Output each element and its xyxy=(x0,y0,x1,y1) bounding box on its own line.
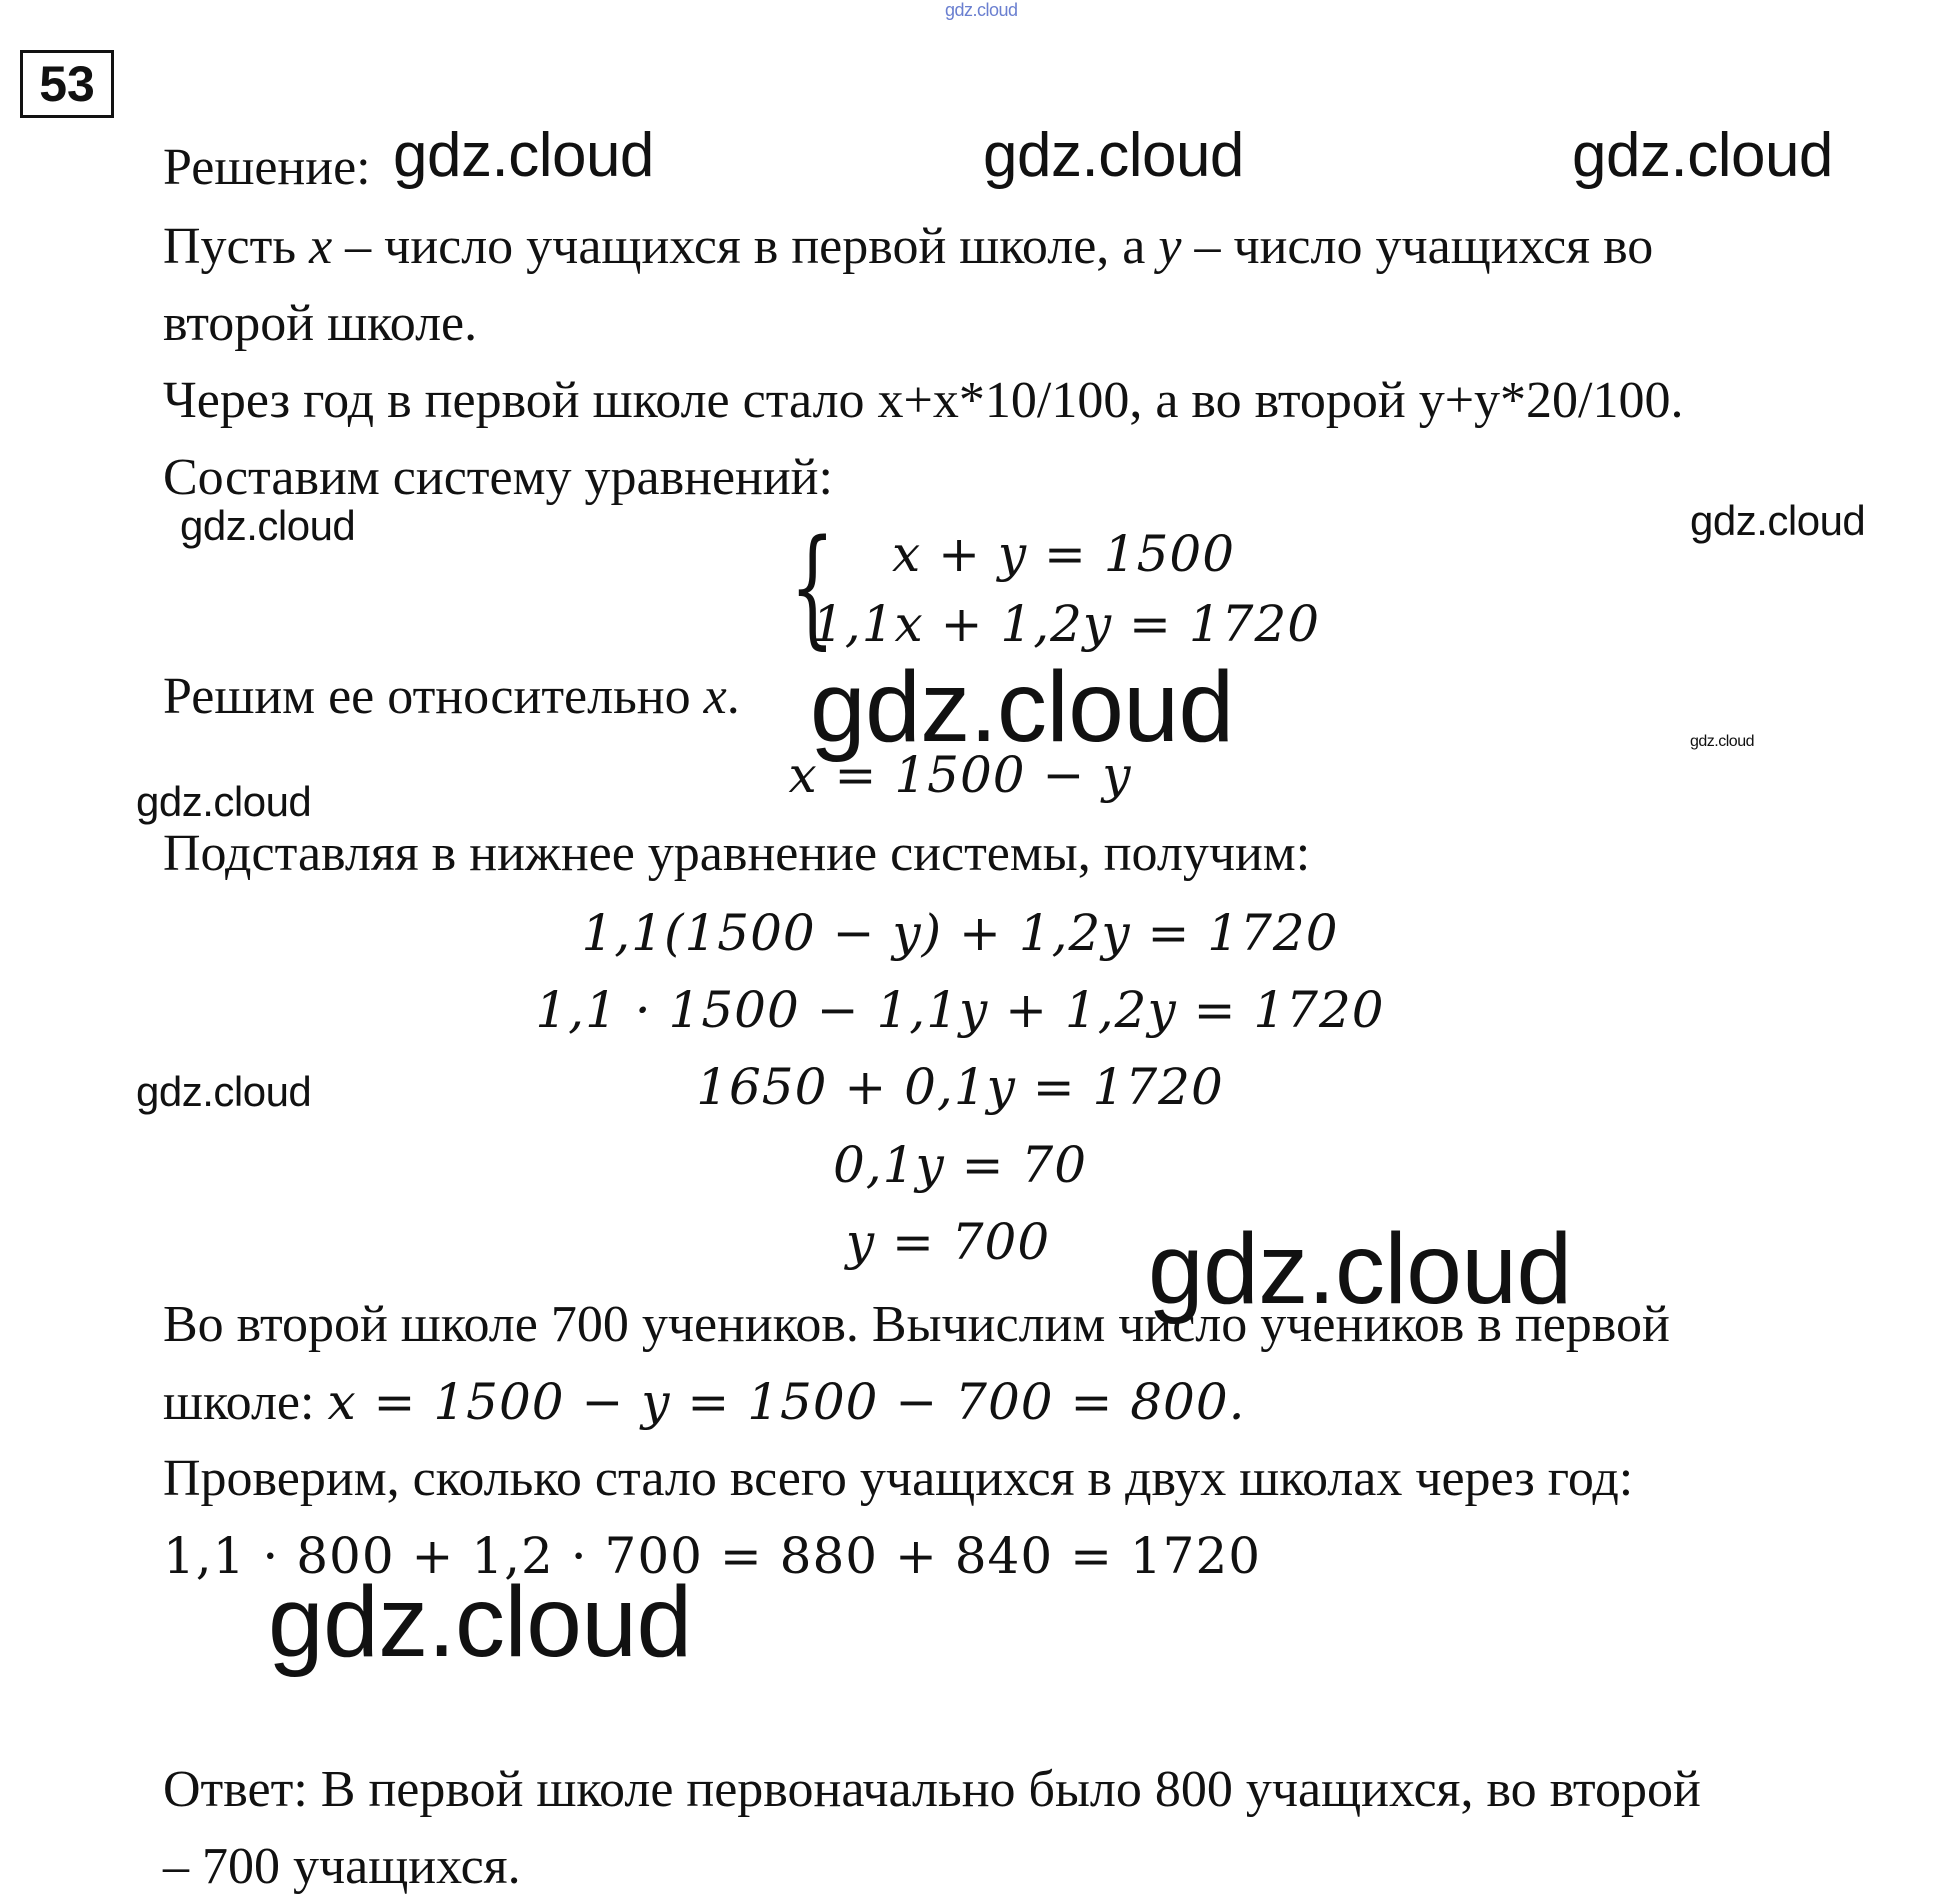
brace-icon: { xyxy=(790,513,835,662)
watermark: gdz.cloud xyxy=(268,1566,692,1678)
step-4: 0,1y = 70 xyxy=(832,1136,1088,1194)
var-x: x xyxy=(309,218,333,275)
var-y: y xyxy=(1158,218,1182,275)
watermark-top: gdz.cloud xyxy=(945,0,1018,20)
paragraph-variables-line2: второй школе. xyxy=(163,295,478,352)
var-x: x xyxy=(703,668,727,725)
watermark: gdz.cloud xyxy=(1690,497,1866,544)
answer-line-2: – 700 учащихся. xyxy=(163,1838,521,1895)
paragraph-system-intro: Составим систему уравнений: xyxy=(163,449,833,506)
step-3: 1650 + 0,1y = 1720 xyxy=(696,1058,1224,1116)
equation-x: x = 1500 − y xyxy=(788,746,1132,804)
paragraph-check: Проверим, сколько стало всего учащихся в двух школах через год: xyxy=(163,1450,1634,1507)
system-eq-1: x + y = 1500 xyxy=(892,525,1236,583)
text: школе: xyxy=(163,1374,328,1431)
paragraph-growth: Через год в первой школе стало x+x*10/100, а во второй y+y*20/100. xyxy=(163,372,1684,429)
text: – число учащихся в первой школе, а xyxy=(332,218,1159,275)
text: Решим ее относительно xyxy=(163,668,704,725)
equation-check: 1,1 · 800 + 1,2 · 700 = 880 + 840 = 1720 xyxy=(163,1527,1262,1585)
paragraph-first-school xyxy=(163,1372,1246,1433)
answer-line-1: Ответ: В первой школе первоначально было 800 учащихся, во второй xyxy=(163,1761,1701,1818)
paragraph-solve-for-x xyxy=(163,667,740,727)
paragraph-substitute: Подставляя в нижнее уравнение системы, получим: xyxy=(163,825,1311,882)
equation-system xyxy=(790,513,1330,662)
equation-first-school: x = 1500 − y = 1500 − 700 = 800. xyxy=(327,1373,1246,1431)
text: – число учащихся во xyxy=(1181,218,1654,275)
system-eq-2: 1,1x + 1,2y = 1720 xyxy=(812,595,1321,653)
watermark: gdz.cloud xyxy=(810,651,1234,763)
problem-number: 53 xyxy=(20,50,114,118)
text: . xyxy=(726,668,740,725)
watermark: gdz.cloud xyxy=(180,502,356,549)
watermark: gdz.cloud xyxy=(136,778,312,825)
watermark: gdz.cloud xyxy=(983,121,1244,190)
solution-label: Решение: xyxy=(163,139,371,196)
step-1: 1,1(1500 − y) + 1,2y = 1720 xyxy=(581,904,1339,962)
watermark: gdz.cloud xyxy=(1690,733,1754,750)
text: Пусть xyxy=(163,218,310,275)
step-2: 1,1 · 1500 − 1,1y + 1,2y = 1720 xyxy=(535,981,1385,1039)
watermark: gdz.cloud xyxy=(136,1068,312,1115)
paragraph-variables xyxy=(163,217,1653,277)
watermark: gdz.cloud xyxy=(1148,1213,1572,1325)
watermark: gdz.cloud xyxy=(1572,121,1833,190)
watermark: gdz.cloud xyxy=(393,121,654,190)
step-5: y = 700 xyxy=(845,1213,1051,1271)
paragraph-second-school: Во второй школе 700 учеников. Вычислим число учеников в первой xyxy=(163,1296,1670,1353)
